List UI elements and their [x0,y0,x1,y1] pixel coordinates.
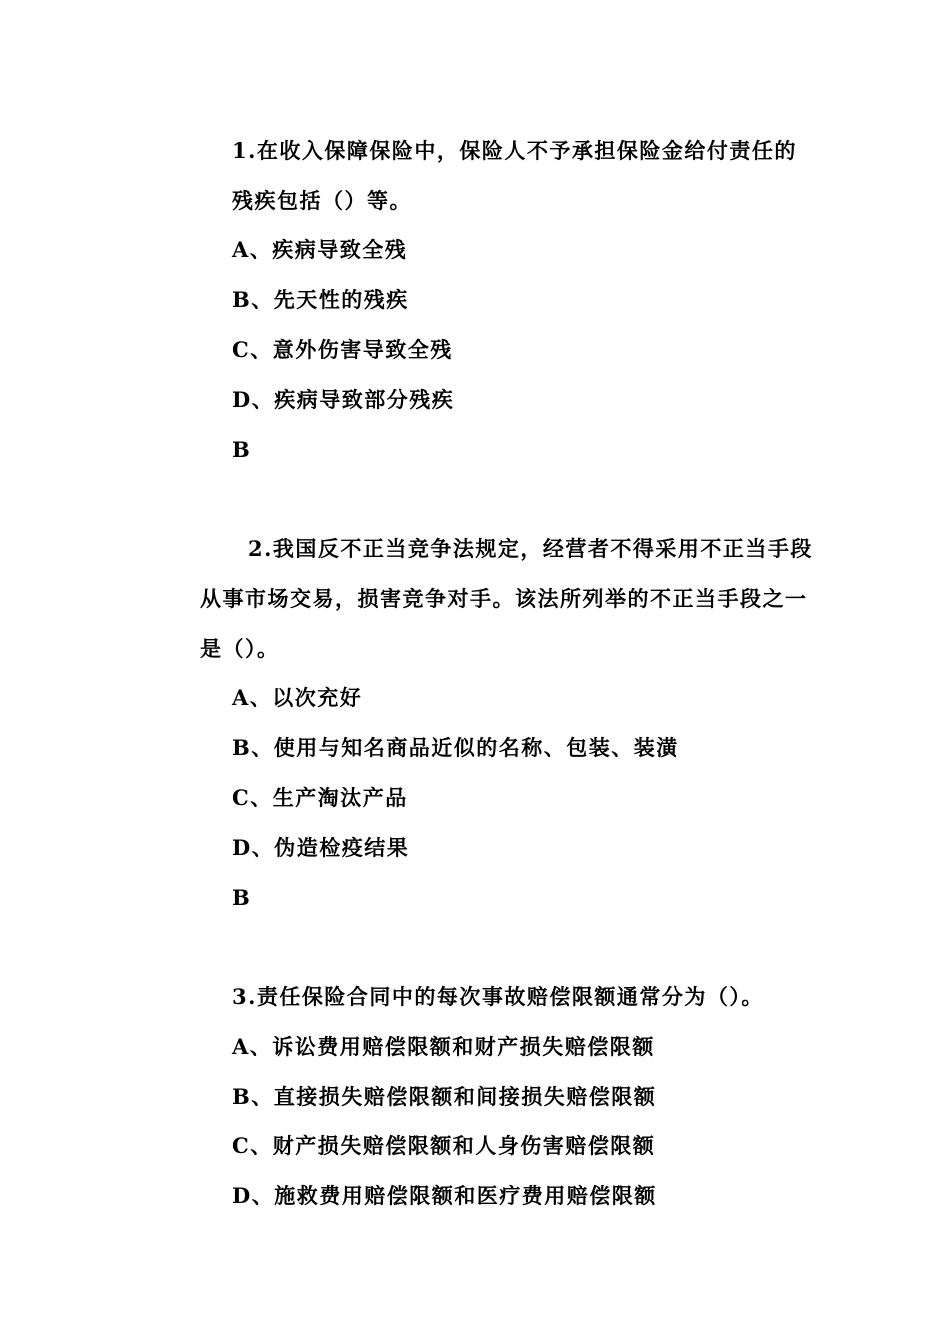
question-1-option-b: B、先天性的残疾 [232,287,409,312]
question-3-stem-line-1: 3.责任保险合同中的每次事故赔偿限额通常分为（）。 [232,984,764,1009]
question-1-stem-line-1: 1.在收入保障保险中，保险人不予承担保险金给付责任的 [232,138,797,163]
question-2-stem-line-1: 2.我国反不正当竞争法规定，经营者不得采用不正当手段 [248,536,813,561]
question-3-option-b: B、直接损失赔偿限额和间接损失赔偿限额 [232,1084,657,1109]
question-2-option-b: B、使用与知名商品近似的名称、包装、装潢 [232,735,679,760]
question-1-stem-line-2: 残疾包括（）等。 [232,188,412,213]
question-1-option-c: C、意外伤害导致全残 [232,337,453,362]
question-3-option-d: D、施救费用赔偿限额和医疗费用赔偿限额 [232,1183,657,1208]
question-3-option-a: A、诉讼费用赔偿限额和财产损失赔偿限额 [232,1034,655,1059]
question-2-option-a: A、以次充好 [232,685,363,710]
question-2-stem-line-3: 是（）。 [200,636,280,661]
question-2-answer: B [232,885,252,910]
question-3-option-c: C、财产损失赔偿限额和人身伤害赔偿限额 [232,1133,656,1158]
question-2-option-d: D、伪造检疫结果 [232,835,410,860]
question-2-stem-line-2: 从事市场交易，损害竞争对手。该法所列举的不正当手段之一 [200,586,808,611]
question-1-answer: B [232,437,252,462]
question-1-option-a: A、疾病导致全残 [232,237,408,262]
question-1-option-d: D、疾病导致部分残疾 [232,387,455,412]
question-2-option-c: C、生产淘汰产品 [232,785,408,810]
